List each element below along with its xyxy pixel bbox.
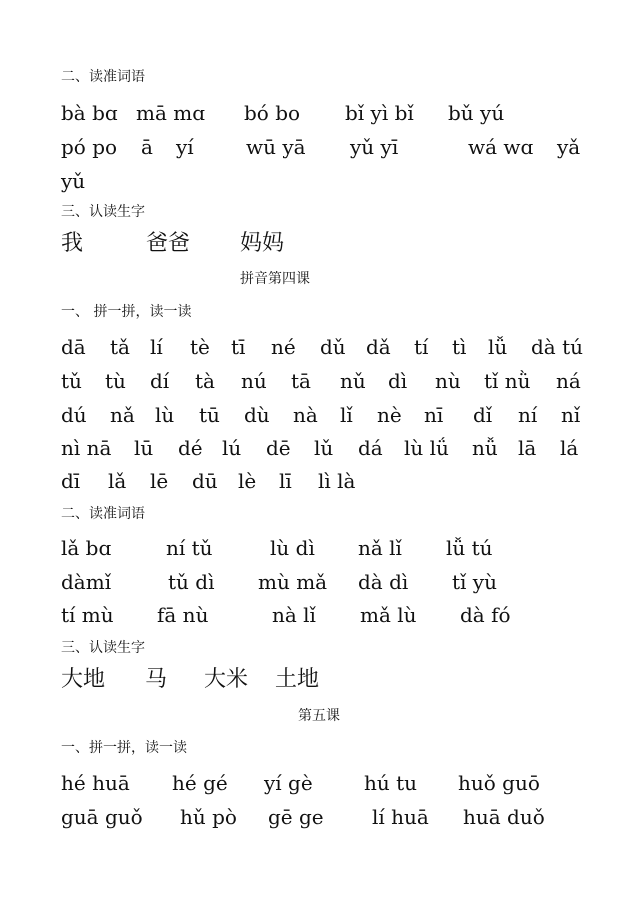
pinyin-word: mā mɑ — [136, 101, 206, 125]
pinyin-word: guā guǒ — [61, 805, 143, 829]
word-row — [0, 802, 640, 832]
pinyin-word: lù dì — [270, 536, 315, 560]
section-heading: 二、读准词语 — [61, 69, 145, 85]
word-row — [0, 567, 640, 597]
pinyin-syllable: né — [271, 335, 296, 359]
pinyin-word: yǔ yī — [350, 135, 399, 159]
pinyin-syllable: tì — [452, 335, 467, 359]
pinyin-word: lǎ bɑ — [61, 536, 112, 560]
word-row — [0, 768, 640, 798]
pinyin-syllable: nǔ — [340, 369, 366, 393]
pinyin-syllable: lù lǘ — [404, 436, 449, 460]
pinyin-word: yǔ — [61, 169, 86, 193]
pinyin-syllable: tà — [195, 369, 215, 393]
word-row — [0, 98, 640, 128]
pinyin-syllable: lū — [134, 436, 154, 460]
pinyin-syllable: tè — [190, 335, 210, 359]
pinyin-syllable: dū — [192, 469, 218, 493]
pinyin-word: mǎ lù — [360, 603, 417, 627]
pinyin-word: wū yā — [246, 135, 306, 159]
pinyin-syllable: tù — [105, 369, 126, 393]
pinyin-syllable: nì nā — [61, 436, 112, 460]
chinese-word: 大米 — [204, 667, 249, 692]
word-row — [0, 132, 640, 162]
pinyin-syllable: lǎ — [108, 469, 127, 493]
pinyin-syllable: nǚ — [472, 436, 498, 460]
pinyin-syllable: dà tú — [531, 335, 584, 359]
pinyin-word: mù mǎ — [258, 570, 328, 594]
pinyin-word: ní tǔ — [166, 536, 213, 560]
chinese-word: 爸爸 — [146, 231, 191, 256]
pinyin-syllable: dú — [61, 403, 87, 427]
pinyin-syllable: lē — [150, 469, 169, 493]
pinyin-syllable: dǐ — [473, 403, 493, 427]
pinyin-word: huā duǒ — [463, 805, 545, 829]
pinyin-syllable: tǎ — [110, 335, 130, 359]
pinyin-syllable: lù — [155, 403, 175, 427]
pinyin-word: dà dì — [358, 570, 409, 594]
pinyin-syllable: dí — [150, 369, 170, 393]
word-row — [0, 600, 640, 630]
pinyin-word: nǎ lǐ — [358, 536, 402, 560]
pinyin-word: bǔ yú — [448, 101, 505, 125]
pinyin-word: hǔ pò — [180, 805, 237, 829]
lesson-title: 第五课 — [298, 708, 340, 724]
pinyin-syllable: dù — [244, 403, 270, 427]
word-row — [0, 166, 640, 196]
pinyin-syllable: lǔ — [314, 436, 334, 460]
pinyin-syllable: nè — [377, 403, 402, 427]
pinyin-syllable: tǐ nǜ — [484, 369, 531, 393]
pinyin-syllable: lī — [279, 469, 292, 493]
pinyin-syllable: dǔ — [320, 335, 346, 359]
chinese-word: 马 — [145, 667, 168, 692]
char-row — [0, 664, 640, 698]
syllable-row — [0, 433, 640, 463]
pinyin-syllable: lì là — [318, 469, 356, 493]
pinyin-syllable: lǐ — [340, 403, 353, 427]
pinyin-syllable: nú — [241, 369, 267, 393]
pinyin-word: lǚ tú — [446, 536, 493, 560]
pinyin-syllable: tǔ — [61, 369, 82, 393]
pinyin-word: yǎ — [557, 135, 581, 159]
pinyin-syllable: ní — [518, 403, 538, 427]
syllable-row — [0, 366, 640, 396]
section-heading: 一、 拼一拼，读一读 — [61, 304, 192, 320]
pinyin-syllable: lí — [150, 335, 163, 359]
pinyin-word: hé huā — [61, 771, 130, 795]
section-heading: 二、读准词语 — [61, 506, 145, 522]
pinyin-syllable: lā — [518, 436, 537, 460]
section-heading: 三、认读生字 — [61, 204, 145, 220]
pinyin-syllable: dī — [61, 469, 81, 493]
pinyin-word: yí gè — [264, 771, 313, 795]
chinese-word: 土地 — [275, 667, 320, 692]
pinyin-word: hé gé — [172, 771, 228, 795]
syllable-row — [0, 400, 640, 430]
pinyin-syllable: tī — [231, 335, 246, 359]
pinyin-word: hú tu — [364, 771, 418, 795]
pinyin-syllable: lè — [238, 469, 257, 493]
section-heading: 三、认读生字 — [61, 640, 145, 656]
pinyin-word: gē ge — [268, 805, 324, 829]
pinyin-word: bà bɑ — [61, 101, 118, 125]
pinyin-word: tí mù — [61, 603, 114, 627]
pinyin-word: tǐ yù — [452, 570, 497, 594]
pinyin-syllable: dá — [358, 436, 383, 460]
lesson-title: 拼音第四课 — [240, 271, 310, 287]
pinyin-syllable: nǐ — [561, 403, 581, 427]
pinyin-syllable: ná — [556, 369, 581, 393]
section-heading: 一、拼一拼，读一读 — [61, 740, 187, 756]
pinyin-syllable: nī — [424, 403, 444, 427]
char-row — [0, 228, 640, 262]
pinyin-word: bó bo — [244, 101, 301, 125]
pinyin-word: wá wɑ — [468, 135, 534, 159]
pinyin-word: pó po — [61, 135, 118, 159]
syllable-row — [0, 332, 640, 362]
pinyin-syllable: lú — [222, 436, 242, 460]
pinyin-syllable: nù — [435, 369, 461, 393]
pinyin-word: dàmǐ — [61, 570, 112, 594]
pinyin-word: nà lǐ — [272, 603, 316, 627]
pinyin-syllable: dé — [178, 436, 203, 460]
pinyin-syllable: tí — [414, 335, 429, 359]
chinese-word: 我 — [61, 231, 84, 256]
pinyin-word: dà fó — [460, 603, 511, 627]
pinyin-word: ā — [141, 135, 153, 159]
pinyin-word: tǔ dì — [168, 570, 215, 594]
pinyin-syllable: dē — [266, 436, 291, 460]
pinyin-syllable: dì — [388, 369, 408, 393]
pinyin-word: yí — [176, 135, 194, 159]
pinyin-word: bǐ yì bǐ — [345, 101, 414, 125]
pinyin-syllable: lá — [560, 436, 579, 460]
pinyin-word: huǒ guō — [458, 771, 540, 795]
chinese-word: 大地 — [61, 667, 106, 692]
pinyin-syllable: lǚ — [488, 335, 508, 359]
pinyin-word: lí huā — [372, 805, 429, 829]
chinese-word: 妈妈 — [240, 231, 285, 256]
pinyin-syllable: nà — [293, 403, 318, 427]
pinyin-syllable: tā — [291, 369, 311, 393]
syllable-row — [0, 466, 640, 496]
pinyin-syllable: tū — [199, 403, 220, 427]
pinyin-syllable: dǎ — [366, 335, 391, 359]
pinyin-syllable: nǎ — [110, 403, 135, 427]
word-row — [0, 533, 640, 563]
pinyin-syllable: dā — [61, 335, 86, 359]
pinyin-word: fā nù — [157, 603, 209, 627]
